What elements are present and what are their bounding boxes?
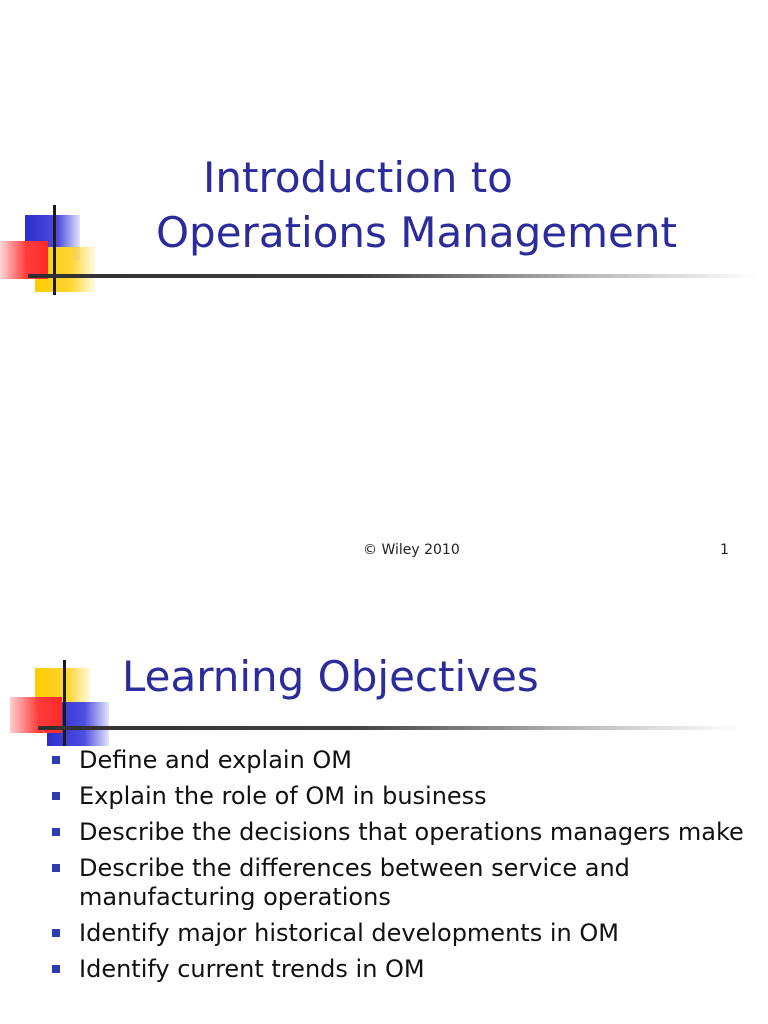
objective-text: Define and explain OM <box>79 746 353 774</box>
objective-text: Identify current trends in OM <box>79 955 425 983</box>
square-bullet-icon <box>52 965 60 973</box>
objective-text: Describe the decisions that operations managers make <box>79 818 744 846</box>
objectives-list <box>52 746 752 991</box>
title-divider <box>38 726 738 730</box>
deco-vertical-line <box>53 205 56 295</box>
square-bullet-icon <box>52 828 60 836</box>
objectives-slide <box>0 630 768 1024</box>
square-bullet-icon <box>52 929 60 937</box>
copyright-footer: © Wiley 2010 <box>363 542 460 558</box>
slide-title-line-2: Operations Management <box>156 208 677 257</box>
list-item <box>52 782 752 811</box>
list-item <box>52 919 752 948</box>
square-bullet-icon <box>52 864 60 872</box>
deco-vertical-line <box>63 660 66 746</box>
corner-decoration <box>0 205 100 295</box>
objective-text: Explain the role of OM in business <box>79 782 487 810</box>
list-item <box>52 818 752 847</box>
list-item <box>52 955 752 984</box>
corner-decoration <box>5 660 115 750</box>
square-bullet-icon <box>52 756 60 764</box>
slide-title: Learning Objectives <box>122 652 539 701</box>
title-divider <box>28 274 758 278</box>
slide-title-line-1: Introduction to <box>203 153 513 202</box>
objective-text: Describe the differences between service and manufacturing operations <box>79 854 630 911</box>
page-number: 1 <box>720 542 729 558</box>
list-item <box>52 746 752 775</box>
objective-text: Identify major historical developments in OM <box>79 919 619 947</box>
square-bullet-icon <box>52 792 60 800</box>
list-item <box>52 854 752 912</box>
